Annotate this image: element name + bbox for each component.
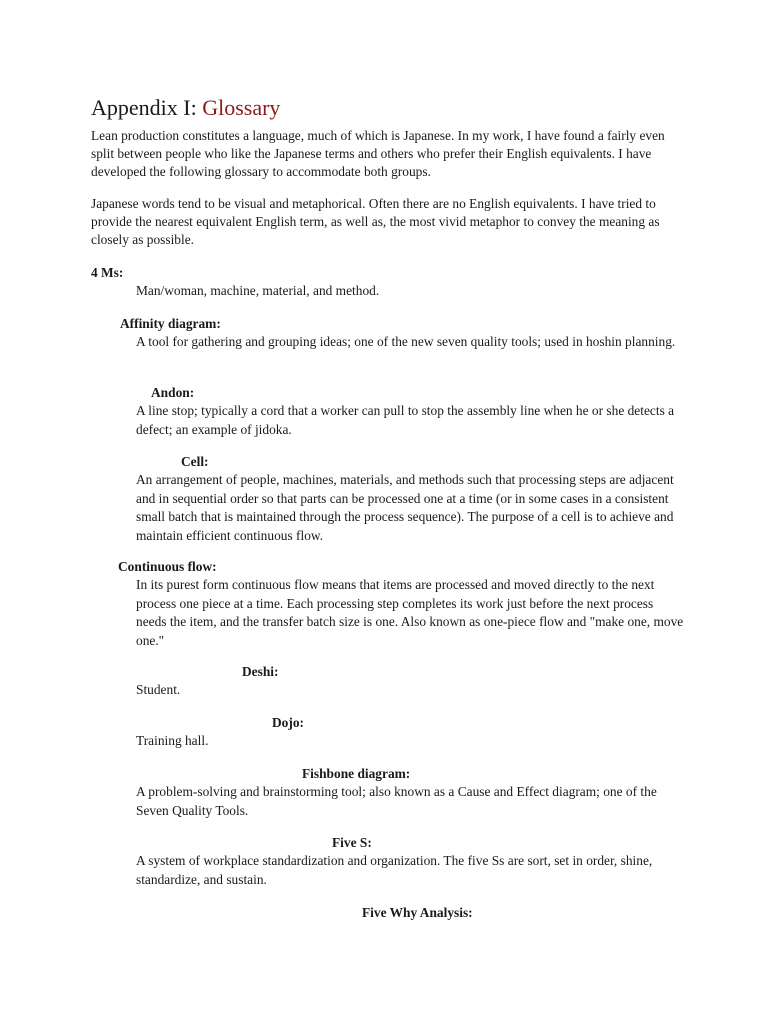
glossary-term: Affinity diagram: bbox=[120, 316, 221, 331]
glossary-term: Deshi: bbox=[242, 664, 279, 679]
intro-paragraph-2: Japanese words tend to be visual and metaphorical. Often there are no English equivalents. I have tried to provide the nearest equivalent English term, as well as, the most vivid metaphor to convey the meaning as closely as possible. bbox=[91, 196, 660, 247]
intro-paragraph-1: Lean production constitutes a language, much of which is Japanese. In my work, I have found a fairly even split between people who like the Japanese terms and others who prefer their English equivalents. I have developed the following glossary to accommodate both groups. bbox=[91, 128, 665, 179]
glossary-term: Cell: bbox=[181, 454, 209, 469]
glossary-definition: Student. bbox=[136, 682, 181, 697]
glossary-term: Continuous flow: bbox=[118, 559, 217, 574]
title-accent: Glossary bbox=[202, 95, 281, 120]
glossary-definition: A system of workplace standardization and organization. The five Ss are sort, set in order, shine, standardize, and sustain. bbox=[136, 853, 653, 887]
glossary-term: Dojo: bbox=[272, 715, 304, 730]
glossary-term: Five S: bbox=[332, 835, 372, 850]
glossary-term: 4 Ms: bbox=[91, 265, 124, 280]
glossary-definition: A problem-solving and brainstorming tool; also known as a Cause and Effect diagram; one of the Seven Quality Tools. bbox=[136, 784, 657, 818]
glossary-definition: A line stop; typically a cord that a worker can pull to stop the assembly line when he or she detects a defect; an example of jidoka. bbox=[136, 403, 675, 437]
glossary-term: Andon: bbox=[151, 385, 195, 400]
glossary-definition: In its purest form continuous flow means that items are processed and moved directly to the next process one piece at a time. Each processing step completes its work just before the next process needs the item, and the transfer batch size is one. Also known as one-piece flow and "make one, move one." bbox=[136, 577, 684, 648]
glossary-definition: An arrangement of people, machines, materials, and methods such that processing steps are adjacent and in sequential order so that parts can be processed one at a time (or in some cases in a consistent small batch that is maintained through the process sequence). The purpose of a cell is to achieve and maintain efficient continuous flow. bbox=[136, 472, 674, 543]
glossary-term: Five Why Analysis: bbox=[362, 905, 473, 920]
title-prefix: Appendix I: bbox=[91, 95, 203, 120]
page-title bbox=[91, 94, 280, 122]
glossary-definition: Training hall. bbox=[136, 733, 209, 748]
glossary-definition: A tool for gathering and grouping ideas; one of the new seven quality tools; used in hoshin planning. bbox=[136, 334, 676, 349]
glossary-definition: Man/woman, machine, material, and method. bbox=[136, 283, 380, 298]
glossary-term: Fishbone diagram: bbox=[302, 766, 411, 781]
